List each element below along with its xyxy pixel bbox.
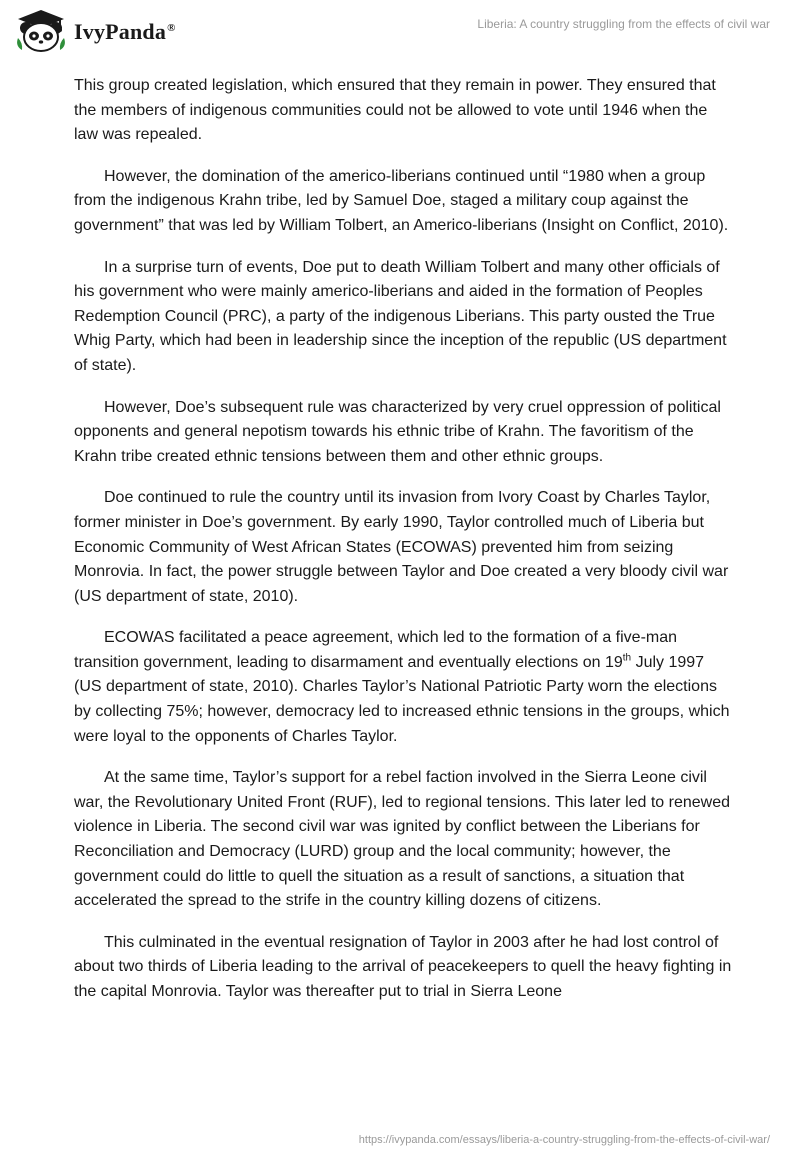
paragraph: This culminated in the eventual resignation of Taylor in 2003 after he had lost control of about two thirds of Liberia leading to the arrival of peacekeepers to quell the heavy fighting in the capital Monrovia. Taylor was thereafter put to trial in Sierra Leone <box>74 933 732 1000</box>
ordinal-suffix: th <box>622 652 632 664</box>
registered-mark: ® <box>167 21 176 34</box>
paragraph <box>74 626 734 749</box>
paragraph: However, the domination of the americo-liberians continued until “1980 when a group from the indigenous Krahn tribe, led by Samuel Doe, staged a military coup against the government” that was led by William Tolbert, an Americo-liberians (Insight on Conflict, 2010). <box>74 167 729 234</box>
logo-wordmark: IvyPanda® <box>74 19 176 44</box>
paragraph-text: ECOWAS facilitated a peace agreement, which led to the formation of a five-man transition government, leading to disarmament and eventually elections on 19 <box>74 629 678 671</box>
paragraph: In a surprise turn of events, Doe put to death William Tolbert and many other officials of his government who were mainly americo-liberians and aided in the formation of Peoples Redemption Council (PRC), a party of the indigenous Liberians. This party ousted the True Whig Party, which had been in leadership since the inception of the republic (US department of state). <box>74 258 727 374</box>
page-header <box>0 0 800 62</box>
paragraph: This group created legislation, which ensured that they remain in power. They ensured that the members of indigenous communities could not be allowed to vote until 1946 when the law was repealed. <box>74 77 716 144</box>
panda-graduate-icon <box>14 8 68 54</box>
paragraph: Doe continued to rule the country until its invasion from Ivory Coast by Charles Taylor, former minister in Doe’s government. By early 1990, Taylor controlled much of Liberia but Economic Community of West African States (ECOWAS) prevented him from seizing Monrovia. In fact, the power struggle between Taylor and Doe created a very bloody civil war (US department of state, 2010). <box>74 489 729 605</box>
source-url[interactable]: https://ivypanda.com/essays/liberia-a-country-struggling-from-the-effects-of-civil-war/ <box>358 1134 770 1146</box>
paragraph: At the same time, Taylor’s support for a rebel faction involved in the Sierra Leone civil war, the Revolutionary United Front (RUF), led to regional tensions. This later led to renewed violence in Liberia. The second civil war was ignited by conflict between the Liberians for Reconciliation and Democracy (LURD) group and the local community; however, the government could do little to quell the situation as a result of sanctions, a situation that accelerated the spread to the strife in the country killing dozens of citizens. <box>74 769 731 910</box>
document-title: Liberia: A country struggling from the effects of civil war <box>477 17 770 31</box>
ivypanda-logo[interactable] <box>14 8 176 54</box>
paragraph: However, Doe’s subsequent rule was characterized by very cruel oppression of political opponents and general nepotism towards his ethnic tribe of Krahn. The favoritism of the Krahn tribe created ethnic tensions between them and other ethnic groups. <box>74 398 721 465</box>
paragraph-text: July 1997 (US department of state, 2010). Charles Taylor’s National Patriotic Party worn the elections by collecting 75%; however, democracy led to increased ethnic tensions in the groups, which were loyal to the opponents of Charles Taylor. <box>74 653 730 745</box>
essay-body <box>74 74 734 1022</box>
